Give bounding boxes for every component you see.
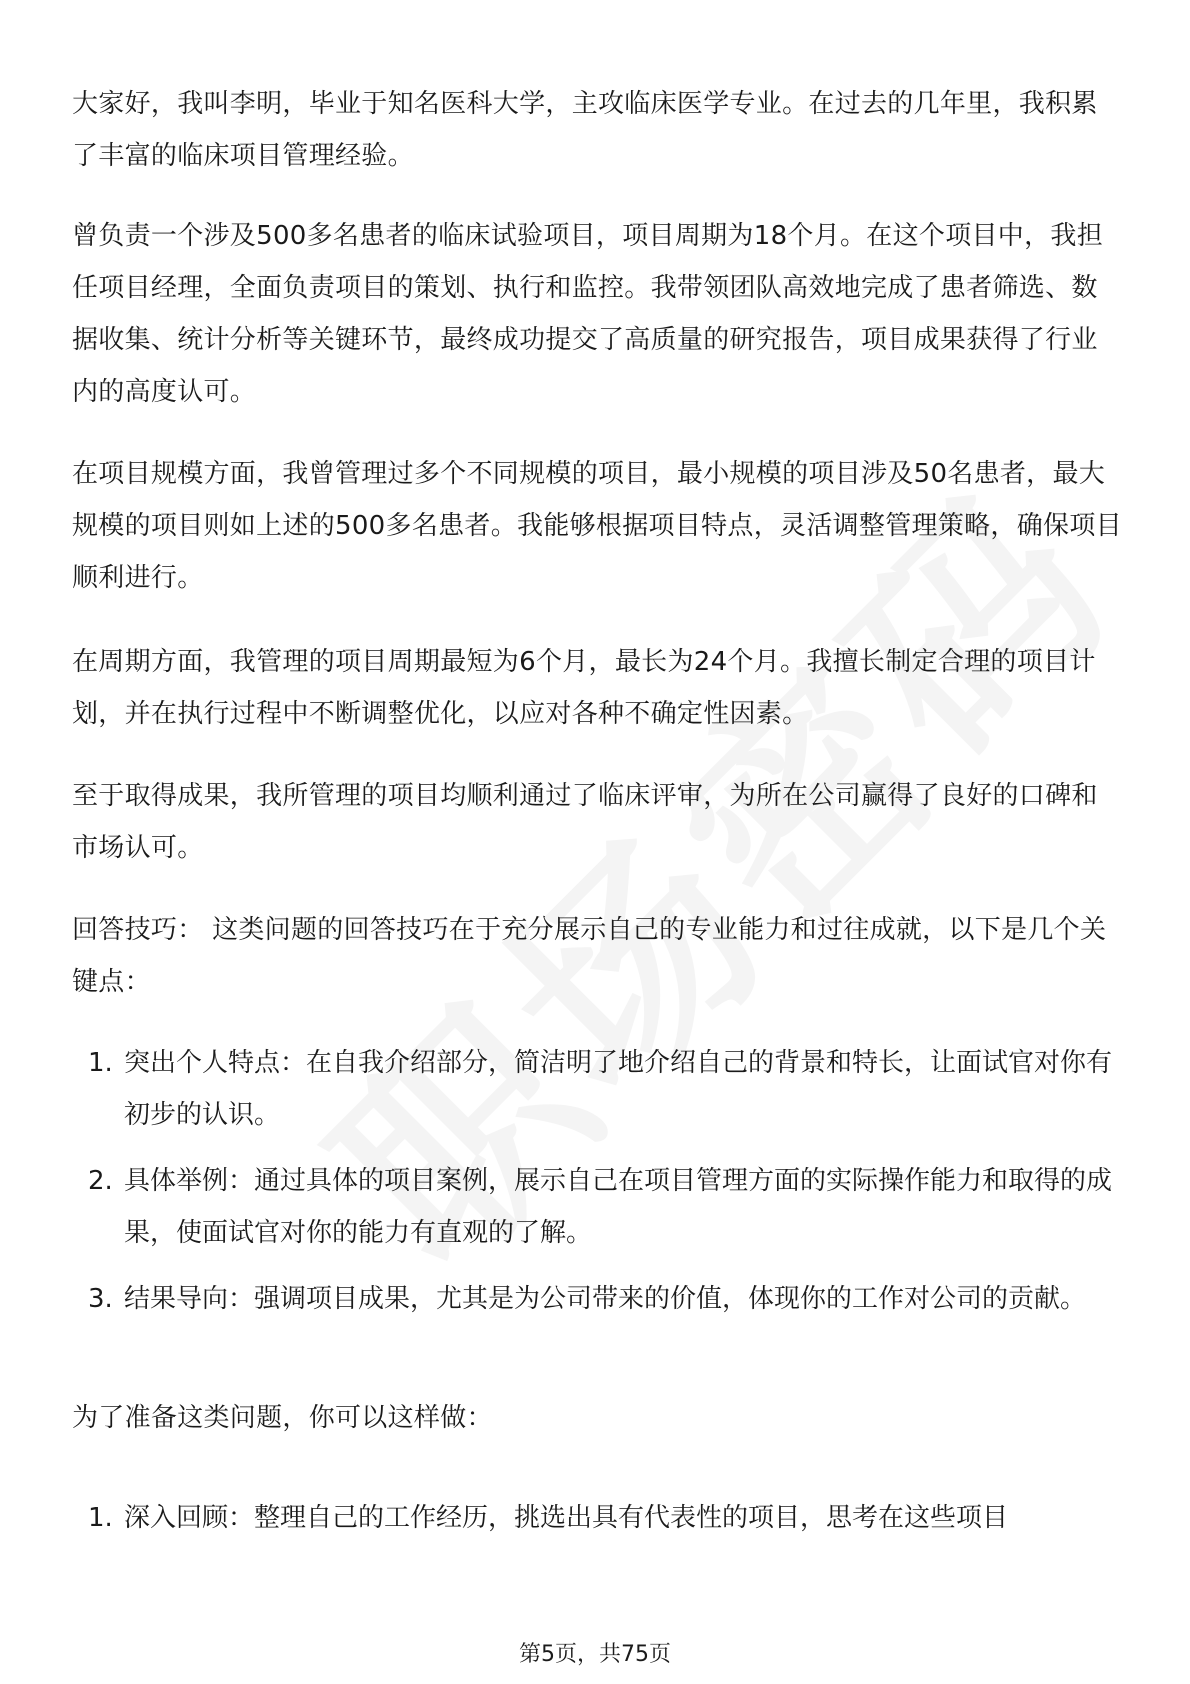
list-item xyxy=(88,1492,1122,1544)
list-item-number: 1. xyxy=(88,1503,113,1533)
list-item-number: 1. xyxy=(88,1048,113,1078)
list-item xyxy=(88,1273,1122,1325)
list-item-text: 具体举例：通过具体的项目案例，展示自己在项目管理方面的实际操作能力和取得的成果，使面试官对你的能力有直观的了解。 xyxy=(124,1166,1113,1248)
list-item-text: 结果导向：强调项目成果，尤其是为公司带来的价值，体现你的工作对公司的贡献。 xyxy=(124,1284,1087,1314)
list-item-text: 深入回顾：整理自己的工作经历，挑选出具有代表性的项目，思考在这些项目 xyxy=(124,1503,1009,1533)
list-item-number: 3. xyxy=(88,1284,113,1314)
list-item xyxy=(88,1155,1122,1259)
paragraph-prepare-intro: 为了准备这类问题，你可以这样做： xyxy=(72,1403,493,1433)
paragraph-project-experience: 曾负责一个涉及500多名患者的临床试验项目，项目周期为18个月。在这个项目中，我担任项目经理，全面负责项目的策划、执行和监控。我带领团队高效地完成了患者筛选、数据收集、统计分析等关键环节，最终成功提交了高质量的研究报告，项目成果获得了行业内的高度认可。 xyxy=(72,221,1104,407)
page-footer: 第5页，共75页 xyxy=(519,1642,671,1667)
paragraph-intro: 大家好，我叫李明，毕业于知名医科大学，主攻临床医学专业。在过去的几年里，我积累了丰富的临床项目管理经验。 xyxy=(72,89,1098,171)
list-item xyxy=(88,1037,1122,1141)
list-item-number: 2. xyxy=(88,1166,113,1196)
paragraph-project-period: 在周期方面，我管理的项目周期最短为6个月，最长为24个月。我擅长制定合理的项目计划，并在执行过程中不断调整优化，以应对各种不确定性因素。 xyxy=(72,647,1096,729)
paragraph-answer-tips: 回答技巧： 这类问题的回答技巧在于充分展示自己的专业能力和过往成就，以下是几个关键点： xyxy=(72,915,1107,997)
list-item-text: 突出个人特点：在自我介绍部分，简洁明了地介绍自己的背景和特长，让面试官对你有初步的认识。 xyxy=(124,1048,1113,1130)
paragraph-project-scale: 在项目规模方面，我曾管理过多个不同规模的项目，最小规模的项目涉及50名患者，最大规模的项目则如上述的500多名患者。我能够根据项目特点，灵活调整管理策略，确保项目顺利进行。 xyxy=(72,459,1122,593)
paragraph-achievements: 至于取得成果，我所管理的项目均顺利通过了临床评审，为所在公司赢得了良好的口碑和市场认可。 xyxy=(72,781,1098,863)
